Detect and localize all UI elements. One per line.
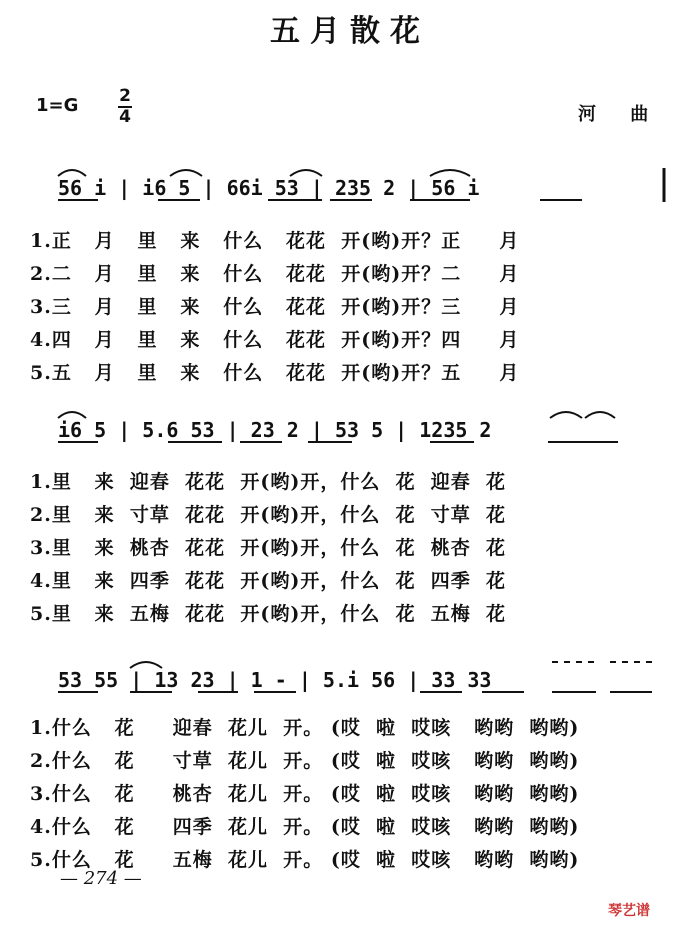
lyric-line: 3.里 来 桃杏 花花 开(哟)开，什么 花 桃杏 花 bbox=[30, 537, 507, 559]
notation-line-3: 53 55 | 13 23 | 1 - | 5.i 56 | 33 33 bbox=[58, 668, 492, 692]
notation-line-2: i6 5 | 5.6 53 | 23 2 | 53 5 | 1235 2 bbox=[58, 418, 492, 442]
slur-mark bbox=[170, 170, 202, 176]
lyric-line: 1.里 来 迎春 花花 开(哟)开，什么 花 迎春 花 bbox=[30, 471, 507, 493]
lyric-line: 3.三 月 里 来 什么 花花 开(哟)开？三 月 bbox=[30, 296, 520, 318]
slur-mark bbox=[430, 170, 470, 176]
lyric-line: 3.什么 花 桃杏 花儿 开。 (哎 啦 哎咳 哟哟 哟哟) bbox=[30, 783, 580, 805]
lyric-line: 2.二 月 里 来 什么 花花 开(哟)开？二 月 bbox=[30, 263, 520, 285]
meter-bottom: 4 bbox=[119, 107, 131, 127]
watermark-brand: 琴艺谱 bbox=[608, 903, 650, 919]
lyric-line: 2.里 来 寸草 花花 开(哟)开，什么 花 寸草 花 bbox=[30, 504, 507, 526]
lyric-line: 4.四 月 里 来 什么 花花 开(哟)开？四 月 bbox=[30, 329, 520, 351]
slur-mark bbox=[585, 412, 615, 418]
meter-top: 2 bbox=[119, 86, 131, 106]
lyric-line: 5.什么 花 五梅 花儿 开。 (哎 啦 哎咳 哟哟 哟哟) bbox=[30, 849, 580, 871]
lyric-line: 2.什么 花 寸草 花儿 开。 (哎 啦 哎咳 哟哟 哟哟) bbox=[30, 750, 580, 772]
lyric-line: 1.正 月 里 来 什么 花花 开(哟)开？正 月 bbox=[30, 230, 520, 252]
credit: 河 曲 bbox=[578, 104, 663, 125]
lyric-line: 4.里 来 四季 花花 开(哟)开，什么 花 四季 花 bbox=[30, 570, 507, 592]
lyric-line: 5.五 月 里 来 什么 花花 开(哟)开？五 月 bbox=[30, 362, 520, 384]
slur-mark bbox=[290, 170, 322, 176]
slur-mark bbox=[58, 170, 86, 176]
lyric-line: 1.什么 花 迎春 花儿 开。 (哎 啦 哎咳 哟哟 哟哟) bbox=[30, 717, 580, 739]
lyric-line: 4.什么 花 四季 花儿 开。 (哎 啦 哎咳 哟哟 哟哟) bbox=[30, 816, 580, 838]
lyric-line: 5.里 来 五梅 花花 开(哟)开，什么 花 五梅 花 bbox=[30, 603, 507, 625]
slur-mark bbox=[550, 412, 582, 418]
slur-mark bbox=[58, 412, 86, 418]
page-number: — 274 — bbox=[60, 868, 142, 889]
notation-line-1: 56 i | i6 5 | 66i 53 | 235 2 | 56 i bbox=[58, 176, 480, 200]
song-title: 五月散花 bbox=[270, 14, 430, 49]
slur-mark bbox=[130, 662, 162, 668]
key-signature: 1=G bbox=[36, 95, 79, 116]
